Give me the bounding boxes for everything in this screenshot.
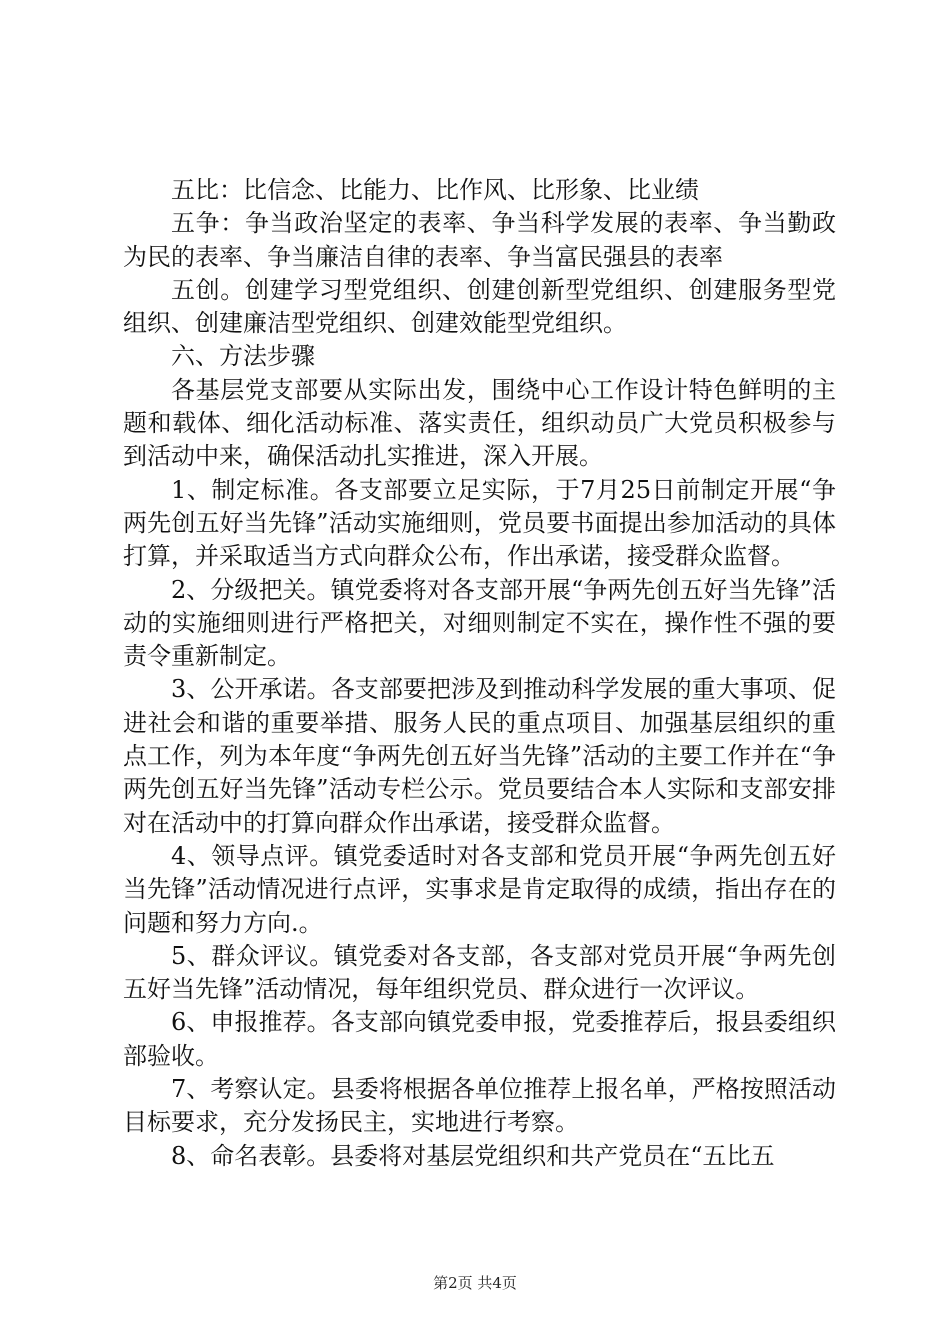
page-number: 第2页 共4页 bbox=[433, 1274, 517, 1292]
paragraph-step-2: 2、分级把关。镇党委将对各支部开展“争两先创五好当先锋”活动的实施细则进行严格把关，对细则制定不实在，操作性不强的要责令重新制定。 bbox=[123, 575, 836, 671]
paragraph-step-8: 8、命名表彰。县委将对基层党组织和共产党员在“五比五 bbox=[171, 1141, 775, 1170]
paragraph-five-create: 五创。创建学习型党组织、创建创新型党组织、创建服务型党组织、创建廉洁型党组织、创建效能型党组织。 bbox=[123, 275, 836, 338]
paragraph-step-6: 6、申报推荐。各支部向镇党委申报，党委推荐后，报县委组织部验收。 bbox=[123, 1008, 836, 1070]
paragraph-step-4: 4、领导点评。镇党委适时对各支部和党员开展“争两先创五好当先锋”活动情况进行点评，实事求是肯定取得的成绩，指出存在的问题和努力方向.。 bbox=[123, 841, 836, 937]
paragraph-step-5: 5、群众评议。镇党委对各支部，各支部对党员开展“争两先创五好当先锋”活动情况，每年组织党员、群众进行一次评议。 bbox=[123, 941, 836, 1004]
paragraph-step-1: 1、制定标准。各支部要立足实际，于7月25日前制定开展“争两先创五好当先锋”活动实施细则，党员要书面提出参加活动的具体打算，并采取适当方式向群众公布，作出承诺，接受群众监督。 bbox=[123, 475, 836, 571]
body-text bbox=[123, 174, 836, 1173]
paragraph-methods-intro: 各基层党支部要从实际出发，围绕中心工作设计特色鲜明的主题和载体、细化活动标准、落实责任，组织动员广大党员积极参与到活动中来，确保活动扎实推进，深入开展。 bbox=[123, 375, 836, 471]
page-footer bbox=[0, 1273, 950, 1293]
paragraph-five-strive: 五争：争当政治坚定的表率、争当科学发展的表率、争当勤政为民的表率、争当廉洁自律的表率、争当富民强县的表率 bbox=[123, 209, 836, 271]
paragraph-five-compare: 五比：比信念、比能力、比作风、比形象、比业绩 bbox=[171, 176, 699, 204]
paragraph-step-7: 7、考察认定。县委将根据各单位推荐上报名单，严格按照活动目标要求，充分发扬民主，实地进行考察。 bbox=[123, 1075, 836, 1137]
section-heading-methods: 六、方法步骤 bbox=[171, 342, 315, 371]
paragraph-step-3: 3、公开承诺。各支部要把涉及到推动科学发展的重大事项、促进社会和谐的重要举措、服务人民的重点项目、加强基层组织的重点工作，列为本年度“争两先创五好当先锋”活动的主要工作并在“争两先创五好当先锋”活动专栏公示。党员要结合本人实际和支部安排对在活动中的打算向群众作出承诺，接受群众监督。 bbox=[123, 675, 836, 837]
